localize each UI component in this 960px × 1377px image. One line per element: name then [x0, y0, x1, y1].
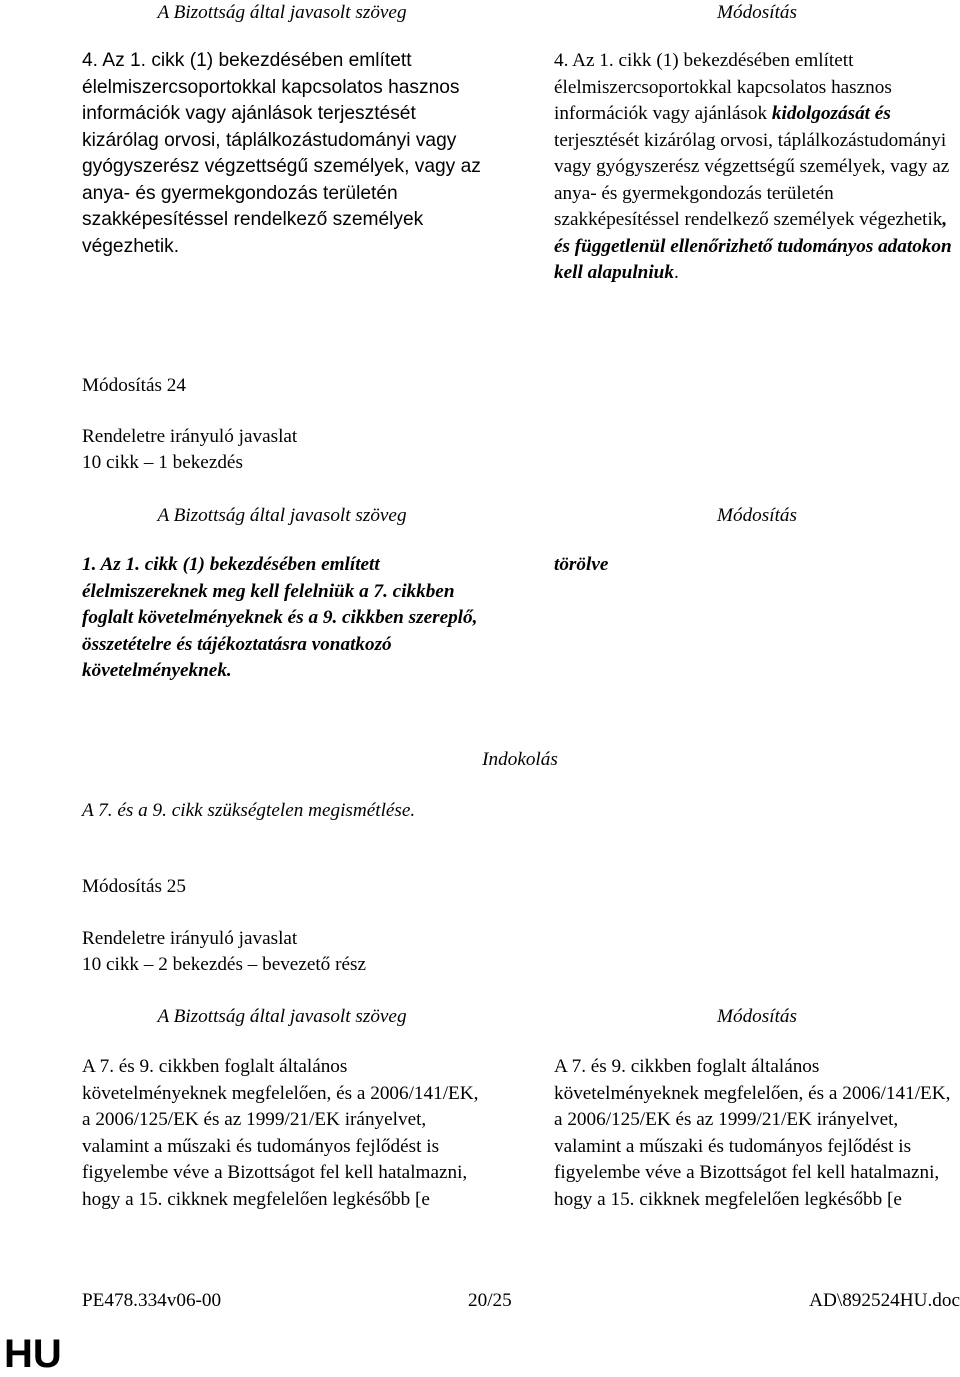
amendment-text-cell	[554, 1054, 960, 1213]
footer-page-number: 20/25	[468, 1290, 512, 1311]
amendment-text-part: .	[673, 262, 679, 283]
column-header-label: Módosítás	[717, 2, 797, 23]
column-header-label: A Bizottság által javasolt szöveg	[157, 1006, 407, 1027]
commission-text	[82, 552, 482, 685]
inserted-text: kidolgozását és	[771, 103, 891, 124]
column-header-commission-text	[82, 0, 482, 27]
amendment-text: A 7. és 9. cikkben foglalt általános követelményeknek megfelelően, és a 2006/141/EK, a 2006/125/EK és az 1999/21/EK irányelvet, valamint a műszaki és tudományos fejlődést is figyelembe véve a Bizottságot fel kell hatalmazni, hogy a 15. cikknek megfelelően legkésőbb [e	[554, 1056, 951, 1210]
commission-text-cell	[82, 1054, 482, 1213]
amendment-24-title: Módosítás 24	[82, 375, 186, 396]
column-header-label: Módosítás	[717, 505, 797, 526]
deleted-marker: törölve	[554, 554, 609, 575]
deleted-text: cikk (1) bekezdésében említett élelmiszereknek meg kell felelniük a 7. cikkben foglalt követelményeknek és a 9. cikkben szereplő, összetételre és tájékoztatásra vonatkozó követelményeknek.	[82, 554, 478, 681]
column-header-label: A Bizottság által javasolt szöveg	[157, 2, 407, 23]
amendment-24-article-ref: 10 cikk – 1 bekezdés	[82, 452, 243, 473]
commission-text-cell	[82, 552, 482, 685]
paragraph-number: 1. Az 1.	[82, 554, 140, 575]
amendment-text	[554, 48, 960, 287]
column-header-amendment	[554, 0, 960, 27]
footer-file-name: AD\892524HU.doc	[809, 1290, 960, 1311]
amendment-text-part: 4. Az 1. cikk (1) bekezdésében említett élelmiszercsoportokkal kapcsolatos hasznos információk vagy ajánlások	[554, 50, 892, 124]
column-header-label: A Bizottság által javasolt szöveg	[157, 505, 407, 526]
justification-heading-label: Indokolás	[482, 749, 558, 770]
column-header-commission-text	[82, 503, 482, 530]
column-header-amendment	[554, 503, 960, 530]
column-header-label: Módosítás	[717, 1006, 797, 1027]
inserted-text: , és függetlenül ellenőrizhető tudományos adatokon kell alapulniuk	[554, 209, 952, 283]
column-header-amendment	[554, 1004, 960, 1031]
column-header-commission-text	[82, 1004, 482, 1031]
commission-text: A 7. és 9. cikkben foglalt általános követelményeknek megfelelően, és a 2006/141/EK, a 2006/125/EK és az 1999/21/EK irányelvet, valamint a műszaki és tudományos fejlődést is figyelembe véve a Bizottságot fel kell hatalmazni, hogy a 15. cikknek megfelelően legkésőbb [e	[82, 1056, 479, 1210]
amendment-25-title: Módosítás 25	[82, 876, 186, 897]
commission-text-cell	[82, 48, 482, 260]
amendment-24-proposal-label: Rendeletre irányuló javaslat	[82, 426, 298, 447]
justification-text: A 7. és a 9. cikk szükségtelen megismétlése.	[82, 800, 416, 821]
commission-text: 4. Az 1. cikk (1) bekezdésében említett élelmiszercsoportokkal kapcsolatos hasznos információk vagy ajánlások terjesztését kizárólag orvosi, táplálkozástudományi vagy gyógyszerész végzettségű személyek, vagy az anya- és gyermekgondozás területén szakképesítéssel rendelkező személyek végezhetik.	[82, 50, 481, 257]
footer-doc-reference: PE478.334v06-00	[82, 1290, 222, 1311]
amendment-text-part: terjesztését kizárólag orvosi, táplálkozástudományi vagy gyógyszerész végzettségű személyek, vagy az anya- és gyermekgondozás területén szakképesítéssel rendelkező személyek végezhetik	[554, 129, 950, 230]
amendment-text-cell	[554, 552, 960, 579]
amendment-text-cell	[554, 48, 960, 287]
justification-heading	[0, 747, 960, 774]
amendment-25-proposal-label: Rendeletre irányuló javaslat	[82, 928, 298, 949]
language-code: HU	[4, 1332, 62, 1376]
amendment-25-article-ref: 10 cikk – 2 bekezdés – bevezető rész	[82, 954, 366, 975]
